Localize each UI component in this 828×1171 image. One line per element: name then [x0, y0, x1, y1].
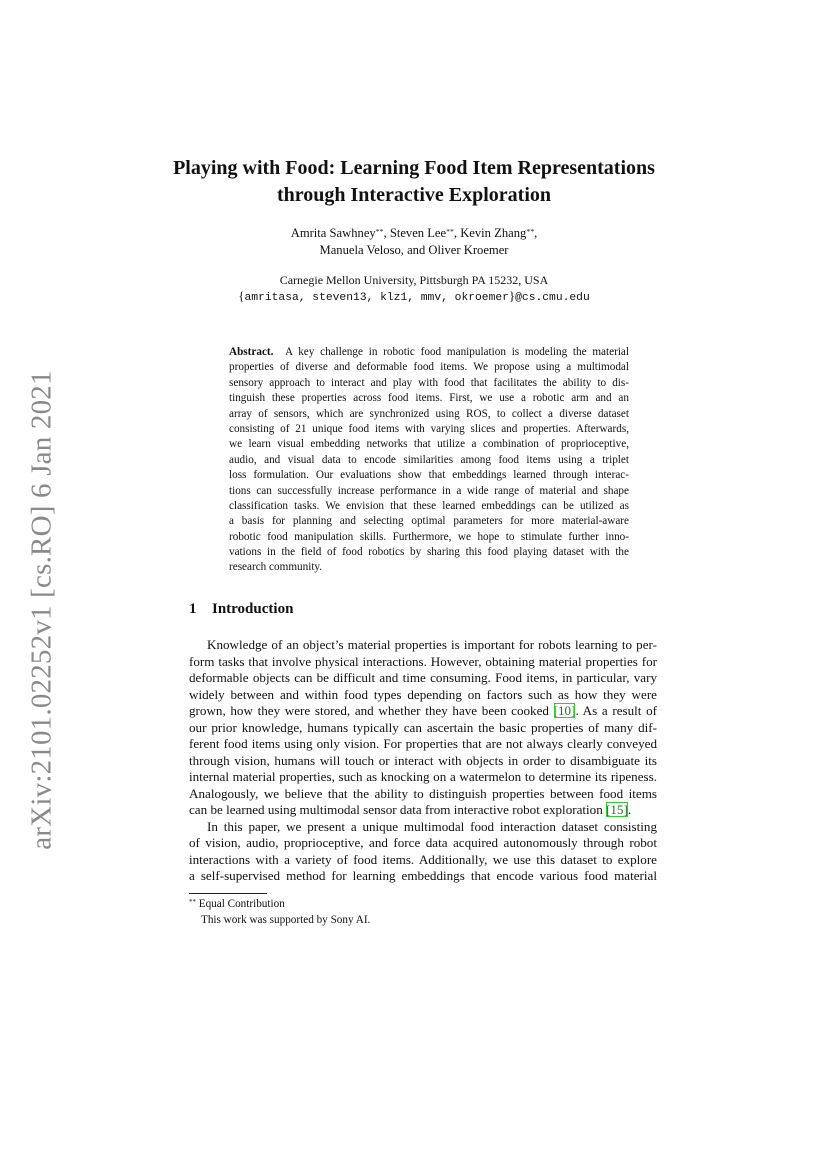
abstract-line: research community.	[229, 561, 323, 574]
abstract-line: tions can successfully increase performance in a wide range of material and shape	[229, 484, 629, 497]
footnote-1	[189, 897, 370, 913]
abstract-line: array of sensors, which are synchronized using ROS, to collect a diverse dataset	[229, 407, 629, 420]
body-text: . As a result of	[575, 703, 657, 718]
footnote-text: Equal Contribution	[198, 898, 285, 910]
body-line: ferent food items using only vision. For properties that are not always clearly conveyed	[189, 736, 657, 751]
abstract-line: audio, and visual data to encode similarities among food items using a triplet	[229, 453, 629, 466]
email-brace-open: {	[238, 288, 245, 303]
author-list	[150, 225, 678, 259]
title-line: through Interactive Exploration	[276, 184, 552, 206]
body-line	[189, 802, 657, 819]
author-emails	[150, 288, 678, 306]
author-line-1	[150, 225, 678, 242]
body-line: Analogously, we believe that the ability to distinguish properties between food items	[189, 785, 657, 801]
citation-link[interactable]: [10]	[553, 703, 576, 718]
affiliation: Carnegie Mellon University, Pittsburgh PA 15232, USA	[279, 273, 549, 287]
title-line: Playing with Food: Learning Food Item Representations	[173, 157, 655, 179]
body-line: form tasks that involve physical interactions. However, obtaining material properties for	[189, 653, 657, 669]
footnote-mark: **	[189, 897, 196, 906]
body-line: interactions with a variety of food items. Additionally, we use this dataset to explore	[189, 851, 657, 867]
abstract-line: properties of diverse and deformable food items. We propose using a multimodal	[229, 361, 629, 374]
body-text: can be learned using multimodal sensor data from interactive robot exploration	[189, 802, 607, 817]
email-brace-close: }	[508, 288, 516, 303]
abstract-line: robotic food manipulation skills. Furthermore, we hope to stimulate further inno-	[229, 530, 629, 543]
email-user-list: amritasa, steven13, klz1, mmv, okroemer	[244, 292, 509, 304]
body-line: internal material properties, such as knocking on a watermelon to determine its ripeness.	[189, 769, 657, 784]
body-line: a self-supervised method for learning embeddings that encode various food material	[189, 868, 657, 883]
body-line: of vision, audio, proprioceptive, and force data acquired autonomously through robot	[189, 835, 657, 850]
abstract-line: sensory approach to interact and play with food that facilitates the ability to dis-	[229, 376, 629, 389]
body-line: In this paper, we present a unique multimodal food interaction dataset consisting	[207, 818, 657, 834]
footnote-rule	[189, 893, 267, 894]
arxiv-side-stamp: arXiv:2101.02252v1 [cs.RO] 6 Jan 2021	[25, 370, 58, 850]
author-line-2: Manuela Veloso, and Oliver Kroemer	[319, 243, 509, 257]
footnote-2: This work was supported by Sony AI.	[201, 913, 371, 926]
body-line: deformable objects can be difficult and time consuming. Food items, in particular, vary	[189, 670, 657, 685]
section-heading	[189, 601, 293, 618]
abstract-line: vations in the field of food robotics by sharing this food playing dataset with the	[229, 546, 629, 559]
body-line: our prior knowledge, humans typically can ascertain the basic properties of many dif-	[189, 719, 657, 735]
equal-contribution-mark: **	[446, 226, 454, 236]
introduction-body	[189, 637, 657, 885]
body-text: grown, how they were stored, and whether they have been cooked	[189, 703, 554, 718]
abstract-line: tinguish these properties across food items. First, we use a robotic arm and an	[229, 392, 629, 405]
email-domain: @cs.cmu.edu	[515, 292, 590, 304]
paper-title	[150, 155, 678, 209]
abstract-line: consisting of 21 unique food items with varying slices and properties. Afterwards,	[229, 422, 629, 435]
abstract-line: loss formulation. Our evaluations show that embeddings learned through interac-	[229, 469, 629, 482]
abstract-text: A key challenge in robotic food manipulation is modeling the material	[284, 346, 630, 358]
footnotes	[189, 897, 370, 928]
body-line	[189, 703, 657, 720]
abstract-line	[229, 345, 629, 360]
abstract-line: classification tasks. We envision that these learned embeddings can be utilized as	[229, 499, 629, 512]
abstract-label: Abstract.	[229, 346, 274, 358]
body-text: .	[627, 802, 632, 817]
abstract-line: a basis for planning and selecting optimal parameters for more material-aware	[229, 515, 629, 528]
author-name: , Kevin Zhang	[453, 226, 527, 240]
author-name: Amrita Sawhney	[290, 226, 376, 240]
body-line: through vision, humans will touch or interact with objects in order to disambiguate its	[189, 752, 657, 768]
section-title: Introduction	[212, 601, 294, 617]
section-number: 1	[189, 601, 197, 617]
abstract	[229, 345, 629, 576]
author-sep: ,	[534, 226, 538, 240]
citation-link[interactable]: [15]	[606, 802, 628, 817]
abstract-line: we learn visual embedding networks that utilize a combination of proprioceptive,	[229, 438, 629, 451]
author-name: , Steven Lee	[383, 226, 447, 240]
body-line: Knowledge of an object’s material properties is important for robots learning to per-	[207, 637, 657, 652]
equal-contribution-mark: **	[375, 226, 384, 236]
equal-contribution-mark: **	[526, 226, 535, 236]
body-line: widely between and within food types depending on factors such as how they were	[189, 686, 657, 702]
